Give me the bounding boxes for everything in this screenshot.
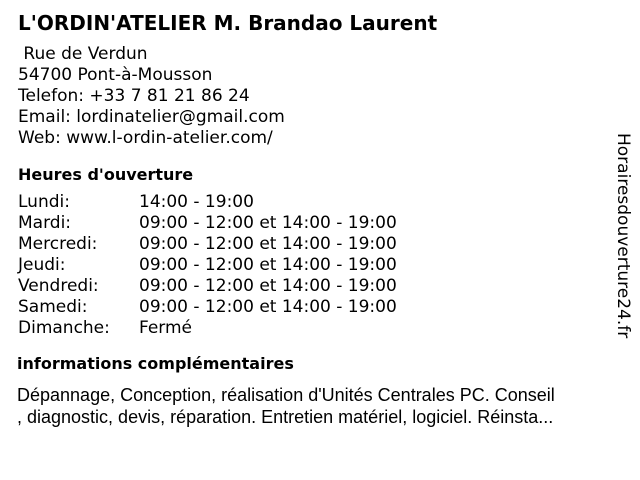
day-times: 09:00 - 12:00 et 14:00 - 19:00 bbox=[139, 276, 397, 296]
phone-label: Telefon: bbox=[18, 86, 85, 106]
day-times: Fermé bbox=[139, 318, 193, 338]
email-value: lordinatelier@gmail.com bbox=[70, 107, 285, 127]
day-label: Dimanche: bbox=[18, 318, 110, 338]
hours-row-thursday bbox=[18, 255, 397, 276]
hours-heading: Heures d'ouverture bbox=[18, 165, 194, 184]
description-line: , diagnostic, devis, réparation. Entretien matériel, logiciel. Réinsta... bbox=[17, 407, 554, 427]
day-label: Lundi: bbox=[18, 192, 70, 212]
phone-line bbox=[18, 86, 285, 107]
page-title: L'ORDIN'ATELIER M. Brandao Laurent bbox=[18, 11, 438, 35]
day-label: Jeudi: bbox=[18, 255, 66, 275]
web-line bbox=[18, 128, 285, 149]
day-times: 09:00 - 12:00 et 14:00 - 19:00 bbox=[139, 255, 397, 275]
phone-value: +33 7 81 21 86 24 bbox=[84, 86, 250, 106]
day-label: Vendredi: bbox=[18, 276, 99, 296]
day-times: 14:00 - 19:00 bbox=[139, 192, 254, 212]
day-label: Mardi: bbox=[18, 213, 72, 233]
hours-row-tuesday bbox=[18, 213, 397, 234]
address-city: 54700 Pont-à-Mousson bbox=[18, 65, 213, 85]
contact-block bbox=[18, 44, 285, 149]
day-times: 09:00 - 12:00 et 14:00 - 19:00 bbox=[139, 213, 397, 233]
description-line: Dépannage, Conception, réalisation d'Unités Centrales PC. Conseil bbox=[17, 385, 555, 405]
day-times: 09:00 - 12:00 et 14:00 - 19:00 bbox=[139, 234, 397, 254]
email-line bbox=[18, 107, 285, 128]
hours-table bbox=[18, 192, 397, 339]
email-label: Email: bbox=[18, 107, 71, 127]
address-street: Rue de Verdun bbox=[18, 44, 148, 64]
additional-info-description bbox=[17, 384, 555, 428]
watermark-brand-vertical: Horairesdouverture24.fr bbox=[613, 133, 633, 339]
additional-info-heading: informations complémentaires bbox=[17, 354, 294, 373]
hours-row-monday bbox=[18, 192, 397, 213]
day-times: 09:00 - 12:00 et 14:00 - 19:00 bbox=[139, 297, 397, 317]
hours-row-saturday bbox=[18, 297, 397, 318]
web-label: Web: bbox=[18, 128, 61, 148]
hours-row-sunday bbox=[18, 318, 397, 339]
hours-row-friday bbox=[18, 276, 397, 297]
web-value: www.l-ordin-atelier.com/ bbox=[60, 128, 273, 148]
day-label: Mercredi: bbox=[18, 234, 98, 254]
hours-row-wednesday bbox=[18, 234, 397, 255]
day-label: Samedi: bbox=[18, 297, 88, 317]
